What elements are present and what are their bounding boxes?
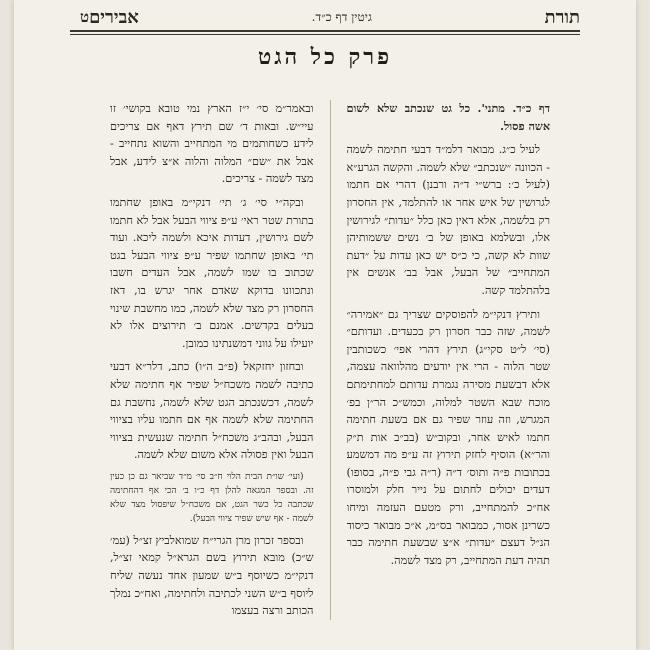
column-divider [330, 100, 331, 620]
paragraph: ובאמר״מ סי׳ י״ז הארץ נמי טובא בקושי׳ זו עיי״ש. ובאות ד׳ שם תירץ דאף אם צריכים לידע כשחותמים מי המתחייב והשוא נתחייב - אבל את ״שם״ המלוה והלוה א״צ לידע, אבל מצד לשמה - צריכים. [110, 102, 314, 186]
book-page [14, 0, 636, 650]
running-head-reference: גיטין דף כ״ד. [311, 9, 372, 24]
running-head-left [70, 7, 139, 28]
header-rule-thin [70, 34, 580, 35]
running-head [70, 6, 580, 28]
chapter-title: פרק כל הגט [257, 44, 393, 70]
footnote: (ועי׳ שו״ת הבית הלוי ח״ב סי׳ מ״ד שביאר גם כן כעין זה. ובספר המגאה להלן דף כ״ו ב׳ הכי אף דהחתימה שכתבה כל כשר הגט, אם משכח״ל שיפסול מצד שלא לשמה - אף שיש שפיר ציווי הבעל). [110, 471, 314, 524]
paragraph: ובחזון יחזקאל (פ״ב ה״ו) כתב, דלר״א דבעי כתיבה לשמה משכח״ל שפיר אף חתימה שלא לשמה, דכשנכתב הגט שלא לשמה, נחשבת גם החתימה שלא לשמה אף אם חתמו עליו בציווי הבעל, ובהב״ג משכח״ל חתימה שנעשית בציווי הבעל ואין פסולה אלא משום שלא לשמה. [110, 360, 314, 462]
running-head-book: אבירים [89, 6, 139, 28]
paragraph: ותירץ דנקי״מ להפוסקים שצריך גם ״אמירה״ לשמה, שזה כבר חסרון רק בכעדים. ועדותם״ (סי׳ ל״ט סקי״ג) תירץ דהרי אפי׳ כשכותבין שטר הלוה - הרי אין יודעים מהלוואה עצמה, אלא דבשעת מסירה נגמרת עדותם למחתימתם מוכח שבא השטר למלוה, וכמש״כ הר״ן בפ׳ המגרש, וזה עוזר שפיר גם אם בשעת חתימה חתמו לאיש אחר, ובקוב״ש (בב״ב אות ת״ק והר״א) הוסיף לחזק תירוץ זה ע״פ מה דמשמע בכתובות פ״ה ותוס׳ ד״ה (ר״ה גבי פ״ה, בסופו) דעדים יכולים לחתום על נייר חלק ולמוסרו אח״כ להמתחייב, ורק מטעם העזמה ומיחו כשרינן אסור, כמבואר בס״מ, א״כ מבואר כיסוד הנ״ל דעצם ״עדות״ א״צ שבשעת חתימה כבר תהיה דעת המתחייב, רק מצד לשמה. [346, 307, 550, 567]
text-columns [110, 100, 550, 620]
paragraph: לעיל כ״ג. מבואר דלמ״ד דבעי חתימה לשמה - הכוונה ״שנכתב״ שלא לשמה. והקשה הגרע״א (לעיל כ׳: ברש״י ד״ה ורבנן) דהרי אם חתמו לגרושין של איש אחר או להתלמד, אין החסרון רק בלשמה, אלא דאין כאן כלל ״עדות״ לגירושין אלו, ובשלמא באופן של ב׳ נשים ששמותיהן שוות לא קשה, כי כ״ס יש כאן עדות על ״דעת המתחייב״ של הבעל, אבל בב׳ אנשים אין בלהתלמד קשה. [346, 143, 550, 297]
left-column [110, 100, 314, 620]
mishnah-lead: דף כ״ד. מתני'. כל גט שנכתב שלא לשום אשה פסול. [346, 101, 550, 133]
running-head-title: תורת [544, 6, 580, 28]
right-column [347, 100, 551, 620]
page-number: ט [80, 7, 90, 26]
paragraph: ובקה״י סי׳ ג׳ תי׳ דנקי״מ באופן שחתמו בתורת שטר ראי׳ ע״פ ציווי הבעל אבל לא חתמו לשם גירושין, דעדות איכא ולשמה ליכא. ועוד תי׳ באופן שחתמו שפיר ע״פ ציווי הבעל בגט שכתוב בו שמו לשמה, אבל העדים חשבו ונתכוונו בדוקא שאדם אחר יגרש בו, דאז החסרון רק מצד שלא לשמה, כמו מחשבת שינוי בעלים בקדשים. אמנם ב׳ תירוצים אלו לא יועילו על גווני דמשנתינו כמובן. [110, 195, 314, 350]
header-rule [70, 30, 580, 32]
paragraph: ובספר זכרון מרן הגרי״ח שמואלביץ זצ״ל (עמ׳ ש״כ) מובא תירוץ בשם הגרא״ל קמאי זצ״ל, דנקי״מ כשיוסף ב״ש שמעון אחד נעשה שליח ליוסף ב״ש השני לכתיבה ולחתימה, ואח״כ נמלך הכותב ורצה בעצמו [110, 533, 314, 618]
